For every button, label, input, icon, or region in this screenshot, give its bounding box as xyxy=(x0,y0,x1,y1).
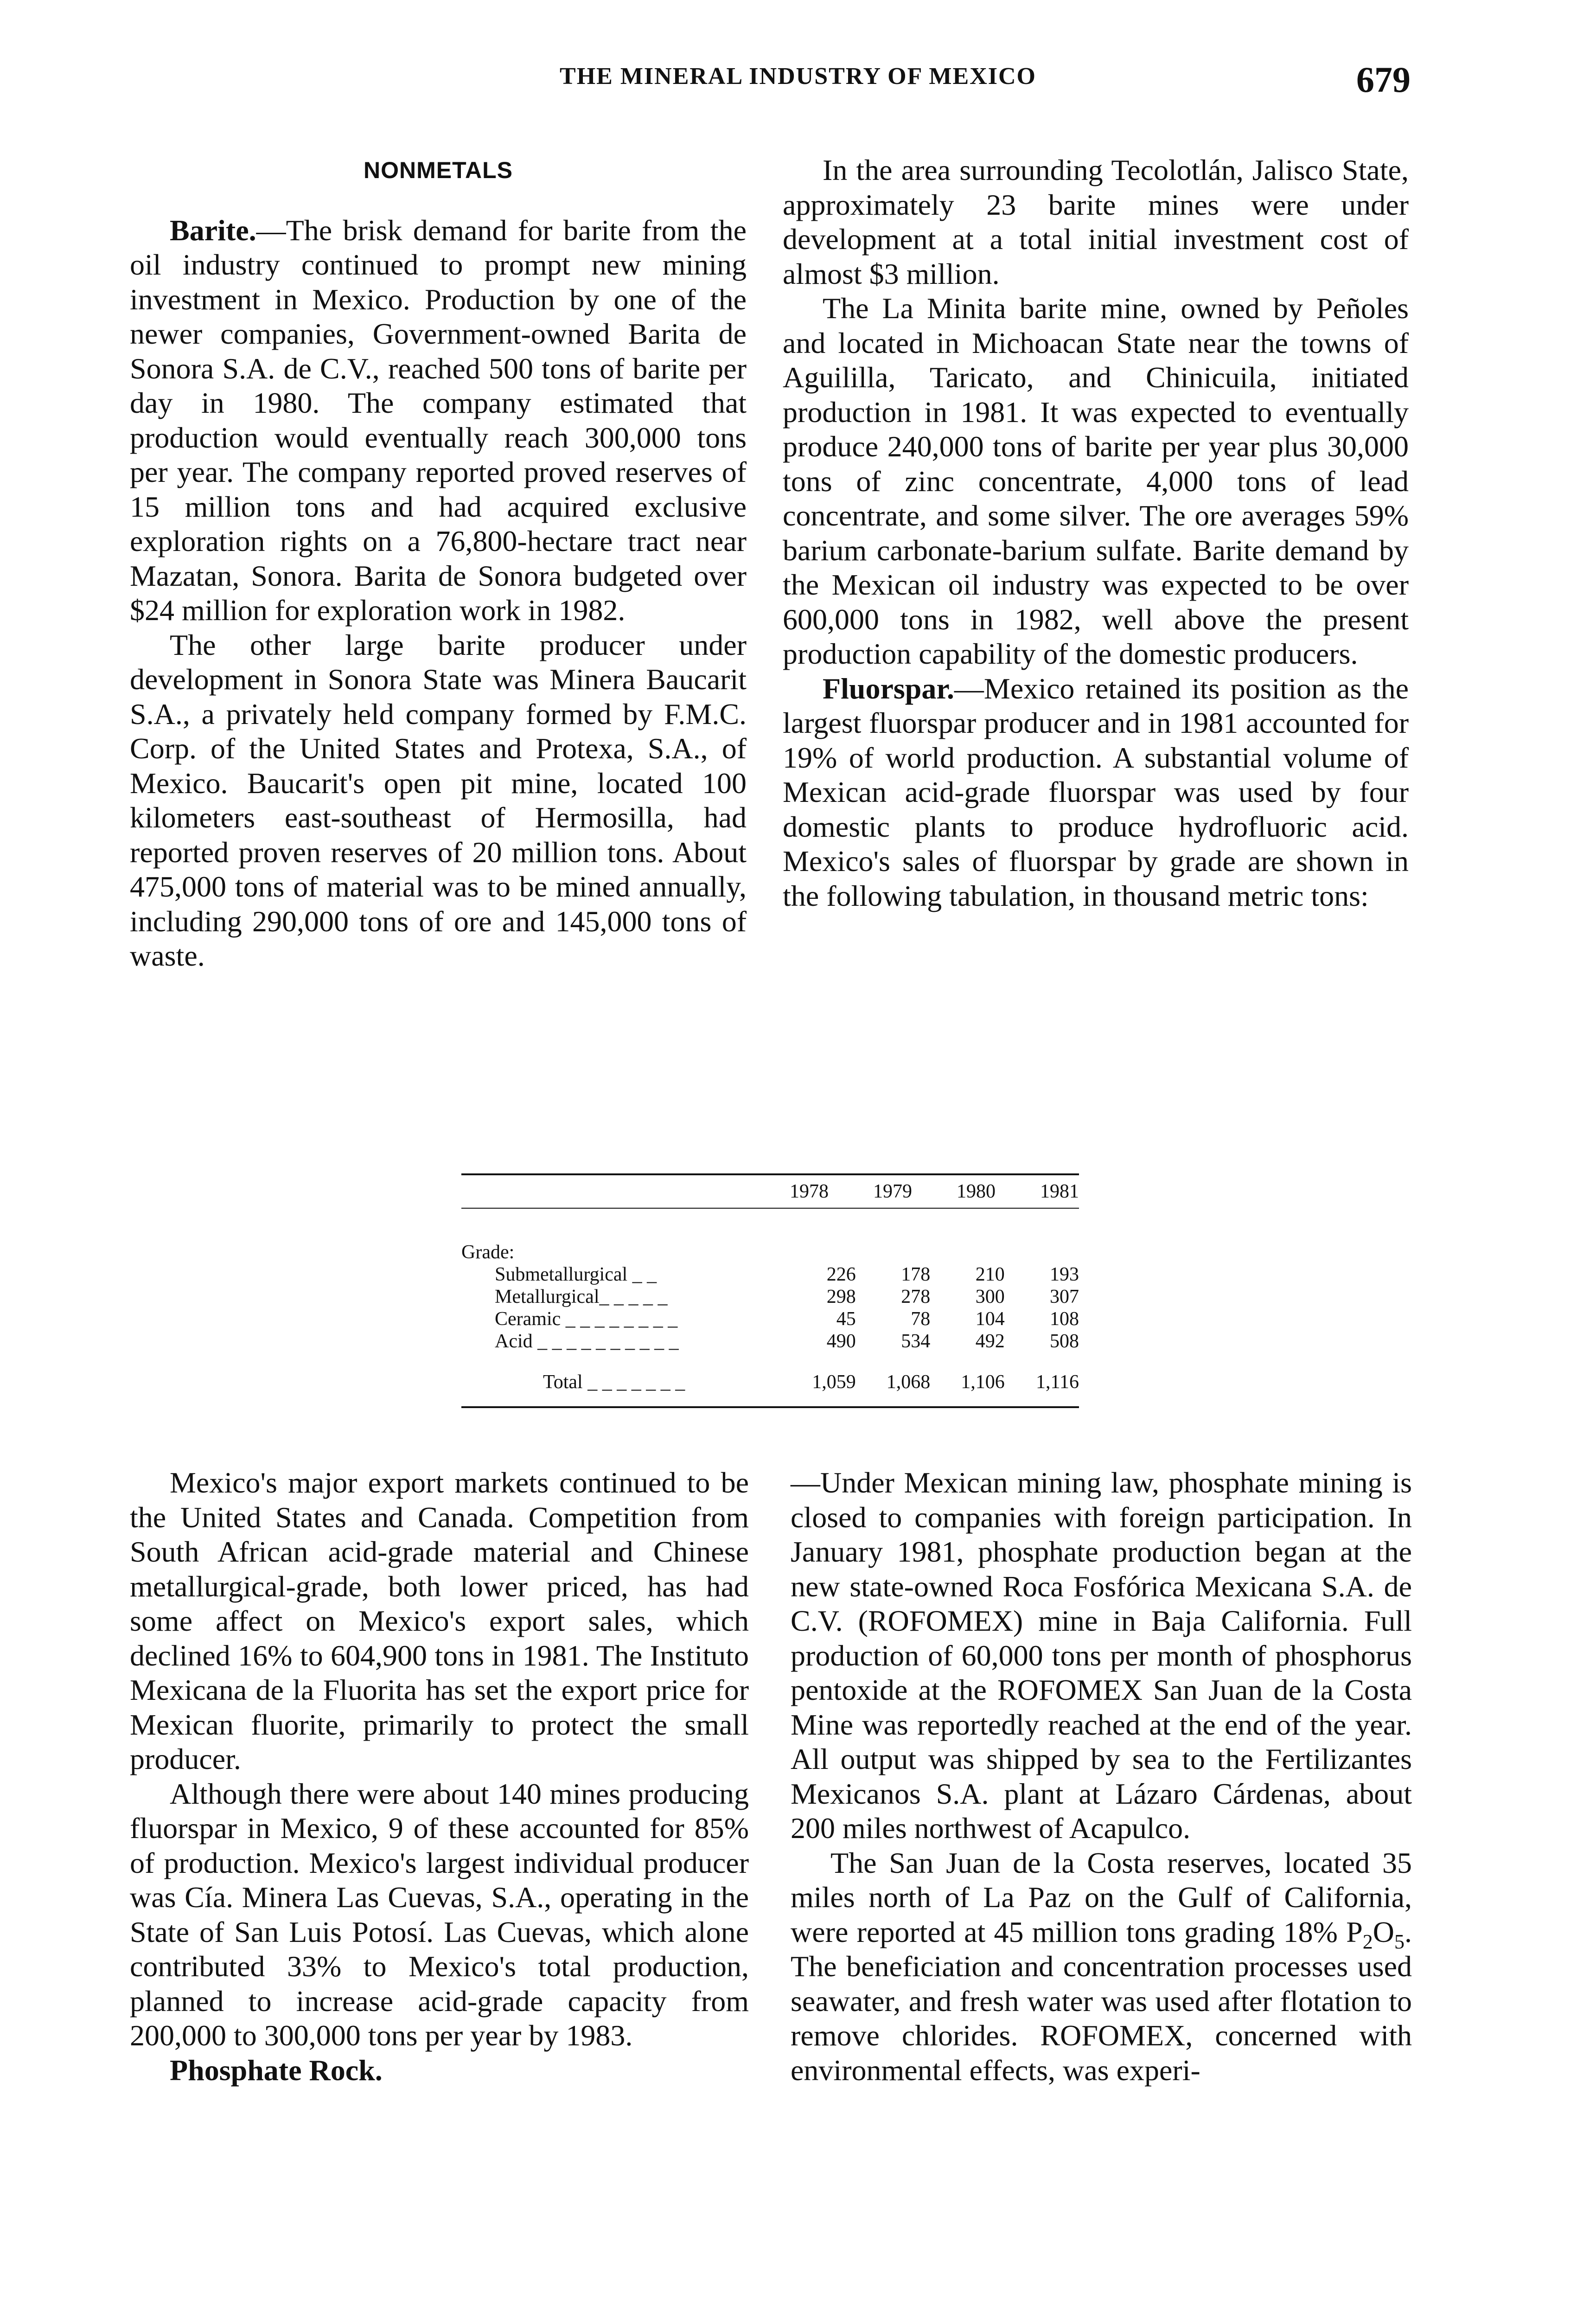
table-cell: 508 xyxy=(1050,1331,1079,1352)
total-cell: 1,106 xyxy=(961,1371,1005,1393)
barite-paragraph-1-text: —The brisk demand for barite from the oil industry continued to prompt new mining investment in Mexico. Production by one of the newer companies, Government-owned Barita de Sonora S.A. de C.V., reached 500 tons of barite per day in 1980. The company estimated that production would eventually reach 300,000 tons per year. The company reported proved reserves of 15 million tons and had acquired exclusive exploration rights on a 76,800-hectare tract near Mazatan, Sonora. Barita de Sonora budgeted over $24 million for exploration work in 1982. xyxy=(130,213,747,627)
table-cell: 210 xyxy=(975,1264,1005,1285)
table-cell: 278 xyxy=(901,1286,931,1307)
column-bottom-right xyxy=(791,1466,1412,2088)
table-cell: 193 xyxy=(1050,1264,1079,1285)
phosphate-paragraph-1: —Under Mexican mining law, phosphate mining is closed to companies with foreign participation. In January 1981, phosphate production began at the new state-owned Roca Fosfórica Mexicana S.A. de C.V. (ROFOMEX) mine in Baja California. Full production of 60,000 tons per month of phosphorus pentoxide at the ROFOMEX San Juan de la Costa Mine was reportedly reached at the end of the year. All output was shipped by sea to the Fertilizantes Mexicanos S.A. plant at Lázaro Cárdenas, about 200 miles northwest of Acapulco. xyxy=(791,1466,1412,1845)
barite-paragraph-4: The La Minita barite mine, owned by Peñoles and located in Michoacan State near the towns of Aguililla, Taricato, and Chinicuila, initiated production in 1981. It was expected to eventually produce 240,000 tons of barite per year plus 30,000 tons of zinc concentrate, 4,000 tons of lead concentrate, and some silver. The ore averages 59% barium carbonate-barium sulfate. Barite demand by the Mexican oil industry was expected to be over 600,000 tons in 1982, well above the present production capability of the domestic producers. xyxy=(783,292,1409,670)
table-cell: 492 xyxy=(975,1331,1005,1352)
column-top-left xyxy=(130,153,747,974)
running-title: THE MINERAL INDUSTRY OF MEXICO xyxy=(560,63,1036,90)
table-row xyxy=(461,1308,1079,1330)
total-leader: _ _ _ _ _ _ _ xyxy=(587,1371,685,1393)
total-cell: 1,068 xyxy=(886,1371,931,1393)
total-cell: 1,116 xyxy=(1036,1371,1079,1393)
table-cell: 45 xyxy=(836,1308,856,1330)
year-header-1981: 1981 xyxy=(1040,1181,1079,1202)
phosphate-paragraph-2 xyxy=(791,1846,1412,2088)
table-cell: 298 xyxy=(826,1286,856,1307)
table-cell: 534 xyxy=(901,1331,931,1352)
column-bottom-left xyxy=(130,1466,749,2088)
table-row xyxy=(461,1263,1079,1286)
row-label: Submetallurgical xyxy=(495,1264,628,1285)
barite-run-in-heading: Barite. xyxy=(170,213,256,247)
year-header-1980: 1980 xyxy=(957,1181,996,1202)
page-number: 679 xyxy=(1356,59,1411,100)
table-total-row xyxy=(461,1371,1079,1393)
section-heading: NONMETALS xyxy=(364,157,513,183)
phosphate-run-in-heading: Phosphate Rock. xyxy=(170,2053,383,2087)
year-header-1978: 1978 xyxy=(790,1181,829,1202)
fluorspar-sales-table xyxy=(461,1173,1079,1408)
running-head xyxy=(0,59,1596,104)
table-cell: 108 xyxy=(1050,1308,1079,1330)
row-label: Acid xyxy=(495,1331,533,1352)
phosphate-paragraph-2-text-c: . The beneficiation and concentration processes used seawater, and fresh water was used after flotation to remove chlorides. ROFOMEX, concerned with environmental effects, was experi- xyxy=(791,1915,1412,2087)
table-cell: 307 xyxy=(1050,1286,1079,1307)
barite-paragraph-2: The other large barite producer under development in Sonora State was Minera Baucarit S.A., a privately held company formed by F.M.C. Corp. of the United States and Protexa, S.A., of Mexico. Baucarit's open pit mine, located 100 kilometers east-southeast of Hermosilla, had reported proven reserves of 20 million tons. About 475,000 tons of material was to be mined annually, including 290,000 tons of ore and 145,000 tons of waste. xyxy=(130,628,747,972)
table-cell: 300 xyxy=(975,1286,1005,1307)
fluorspar-paragraph-3: Although there were about 140 mines producing fluorspar in Mexico, 9 of these accounted for 85% of production. Mexico's largest individual producer was Cía. Minera Las Cuevas, S.A., operating in the State of San Luis Potosí. Las Cuevas, which alone contributed 33% to Mexico's total production, planned to increase acid-grade capacity from 200,000 to 300,000 tons per year by 1983. xyxy=(130,1777,749,2052)
fluorspar-paragraph-2: Mexico's major export markets continued to be the United States and Canada. Competition from South African acid-grade material and Chinese metallurgical-grade, both lower priced, has had some affect on Mexico's export sales, which declined 16% to 604,900 tons in 1981. The Instituto Mexicana de la Fluorita has set the export price for Mexican fluorite, primarily to protect the small producer. xyxy=(130,1466,749,1775)
table-bottom-rule xyxy=(461,1406,1079,1408)
row-label: Metallurgical xyxy=(495,1286,600,1307)
row-label: Ceramic xyxy=(495,1308,561,1330)
total-label: Total xyxy=(543,1371,583,1393)
year-header-1979: 1979 xyxy=(873,1181,912,1202)
table-cell: 226 xyxy=(826,1264,856,1285)
table-cell: 104 xyxy=(975,1308,1005,1330)
row-leader: _ _ _ _ _ _ _ _ _ _ xyxy=(537,1331,679,1352)
group-label: Grade: xyxy=(461,1242,515,1263)
subscript-5: 5 xyxy=(1394,1930,1404,1953)
subscript-2: 2 xyxy=(1362,1930,1373,1953)
fluorspar-paragraph-1-text: —Mexico retained its position as the largest fluorspar producer and in 1981 accounted for 19% of world production. A substantial volume of Mexican acid-grade fluorspar was used by four domestic plants to produce hydrofluoric acid. Mexico's sales of fluorspar by grade are shown in the following tabulation, in thousand metric tons: xyxy=(783,672,1409,912)
table-row xyxy=(461,1330,1079,1352)
fluorspar-run-in-heading: Fluorspar. xyxy=(823,672,954,705)
column-top-right xyxy=(783,153,1409,913)
phosphate-paragraph-2-text-b: O xyxy=(1373,1915,1394,1948)
row-leader: _ _ xyxy=(632,1264,657,1285)
table-body xyxy=(461,1241,1079,1393)
table-cell: 490 xyxy=(826,1331,856,1352)
row-leader: _ _ _ _ _ xyxy=(599,1286,668,1307)
total-cell: 1,059 xyxy=(812,1371,856,1393)
table-cell: 178 xyxy=(901,1264,931,1285)
row-leader: _ _ _ _ _ _ _ _ xyxy=(565,1308,678,1330)
phosphate-paragraph-2-text-a: The San Juan de la Costa reserves, located 35 miles north of La Paz on the Gulf of California, were reported at 45 million tons grading 18% P xyxy=(791,1846,1412,1948)
barite-paragraph-3: In the area surrounding Tecolotlán, Jalisco State, approximately 23 barite mines were under development at a total initial investment cost of almost $3 million. xyxy=(783,154,1409,290)
table-header xyxy=(461,1175,1079,1208)
barite-paragraph-1 xyxy=(130,213,747,628)
table-row xyxy=(461,1286,1079,1308)
phosphate-heading-line xyxy=(130,2053,749,2088)
table-header-rule xyxy=(461,1208,1079,1209)
fluorspar-paragraph-1 xyxy=(783,672,1409,914)
table-cell: 78 xyxy=(911,1308,931,1330)
